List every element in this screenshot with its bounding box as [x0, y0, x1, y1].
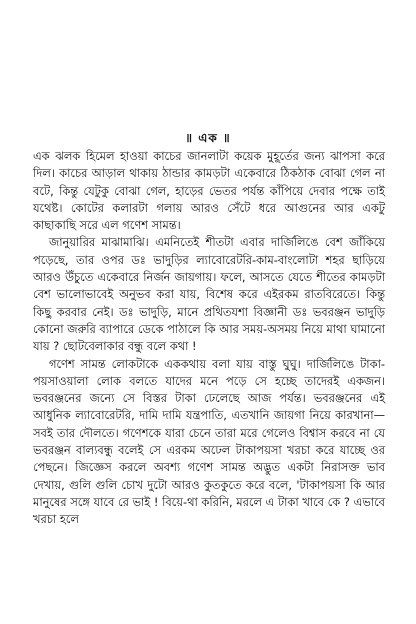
chapter-heading: ॥ এক ॥ [185, 131, 231, 145]
paragraph-2: জানুয়ারির মাঝামাঝি। এমনিতেই শীতটা এবার দার্জিলিঙে বেশ জাঁকিয়ে পড়েছে, তার ওপর ডঃ ভাদুড়ির ল্যাবোরেটরি-কাম-বাংলোটা শহর ছাড়িয়ে আরও উঁচুতে একেবারে নির্জন জায়গায়। ফলে, আসতে যেতে শীতের কামড়টা বেশ ভালোভাবেই অনুভব করা যায়, বিশেষ করে এইরকম রাতবিরেতে। কিন্তু কিছু করবার নেই। ডঃ ভাদুড়ি, মানে প্রথিতযশা বিজ্ঞানী ডঃ ভবরঞ্জন ভাদুড়ি কোনো জরুরি ব্যাপারে ডেকে পাঠালে কি আর সময়-অসময় নিয়ে মাথা ঘামানো যায় ? ছোটবেলাকার বন্ধু বলে কথা ! [33, 235, 385, 354]
chapter-body [33, 148, 385, 529]
paragraph-1: এক ঝলক হিমেল হাওয়া কাচের জানলাটা কয়েক মুহূর্তের জন্য ঝাপসা করে দিল। কাচের আড়াল থাকায় ঠান্ডার কামড়টা একেবারে ঠিকঠাক বোঝা গেল না বটে, কিন্তু যেটুকু বোঝা গেল, হাড়ের ভেতর পর্যন্ত কাঁপিয়ে দেবার পক্ষে তাই যথেষ্ট। কোটের কলারটা গলায় আরও সেঁটে ধরে আগুনের আর একটু কাছাকাছি সরে এল গণেশ সামন্ত। [33, 149, 385, 233]
paragraph-3: গণেশ সামন্ত লোকটাকে এককথায় বলা যায় বাস্তু ঘুঘু। দার্জিলিঙে টাকা-পয়সাওয়ালা লোক বলতে যাদের মনে পড়ে সে হচ্ছে তাদেরই একজন। ভবরঞ্জনের জন্যে সে বিস্তর টাকা ঢেলেছে আজ পর্যন্ত। ভবরঞ্জনের এই আধুনিক ল্যাবোরেটরি, দামি দামি যন্ত্রপাতি, এতখানি জায়গা নিয়ে কারখানা— সবই তার দৌলতে। গণেশকে যারা চেনে তারা মরে গেলেও বিশ্বাস করবে না যে ভবরঞ্জন বাল্যবন্ধু বলেই সে এরকম অঢেল টাকাপয়সা খরচা করে যাচ্ছে ওর পেছনে। জিজ্ঞেস করলে অবশ্য গণেশ সামন্ত অদ্ভুত একটা নিরাসক্ত ভাব দেখায়, গুলি গুলি চোখ দুটো আরও কুতকুতে করে বলে, 'টাকাপয়সা কি আর মানুষের সঙ্গে যাবে রে ভাই ! বিয়ে-থা করিনি, মরলে এ টাকা খাবে কে ? এভাবে খরচা হলে [33, 356, 385, 527]
